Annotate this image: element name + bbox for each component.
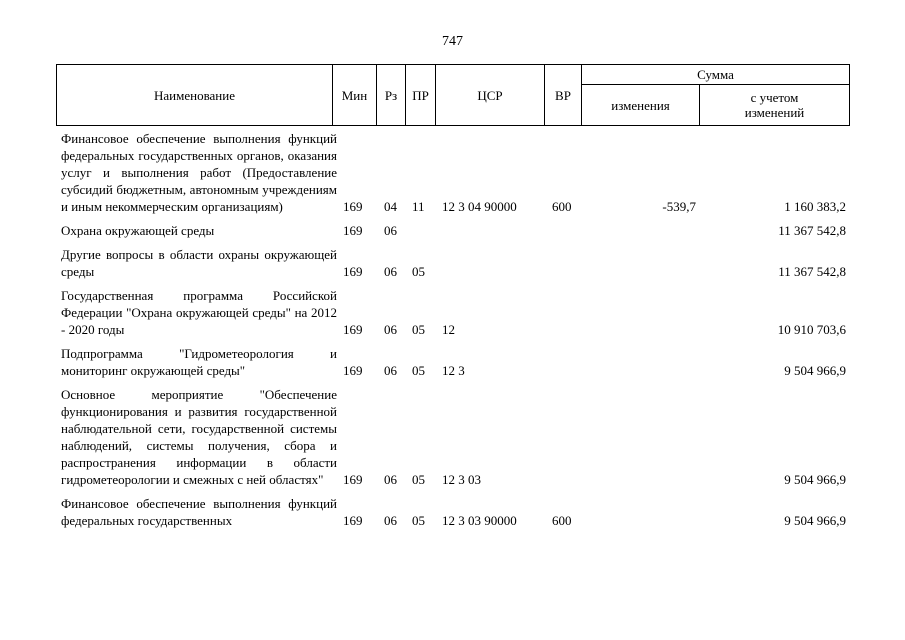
row-total: 9 504 966,9 — [784, 472, 846, 487]
row-name: Финансовое обеспечение выполнения функций федеральных государственных — [61, 496, 337, 528]
row-min: 169 — [343, 322, 363, 337]
header-total: с учетом изменений — [744, 90, 805, 120]
row-csr: 12 3 — [442, 363, 465, 378]
header-sum: Сумма — [697, 67, 734, 82]
row-min: 169 — [343, 264, 363, 279]
row-rz: 06 — [384, 363, 397, 378]
row-vr: 600 — [552, 513, 572, 528]
row-min: 169 — [343, 199, 363, 214]
header-min: Мин — [341, 87, 368, 103]
row-csr: 12 — [442, 322, 455, 337]
row-name: Охрана окружающей среды — [61, 223, 215, 238]
row-rz: 06 — [384, 322, 397, 337]
row-total: 10 910 703,6 — [777, 322, 846, 337]
row-name: Другие вопросы в области охраны окружающей среды — [61, 247, 337, 279]
row-vr: 600 — [552, 199, 572, 214]
table-row — [56, 130, 850, 215]
row-rz: 06 — [384, 513, 397, 528]
row-name: Основное мероприятие "Обеспечение функционирования и развития государственной наблюдательной сети, государственной системы наблюдений, системы получения, сбора и распространения информации в области гидрометеорологии и смежных с ней областях" — [61, 387, 337, 487]
row-pr: 05 — [412, 322, 425, 337]
row-csr: 12 3 03 — [442, 472, 481, 487]
header-vr: ВР — [555, 87, 571, 103]
row-total: 11 367 542,8 — [778, 223, 846, 238]
row-name: Государственная программа Российской Федерации "Охрана окружающей среды" на 2012 - 2020 годы — [61, 288, 337, 337]
row-name: Подпрограмма "Гидрометеорология и мониторинг окружающей среды" — [61, 346, 337, 378]
row-pr: 11 — [412, 199, 425, 214]
row-rz: 06 — [384, 472, 397, 487]
row-total: 1 160 383,2 — [784, 199, 846, 214]
table-row — [56, 222, 850, 239]
header-change: изменения — [611, 97, 670, 113]
row-name: Финансовое обеспечение выполнения функций федеральных государственных органов, оказания услуг и выполнения работ (Предоставление субсидий бюджетным, автономным учреждениям и иным некоммерческим организациям) — [61, 131, 337, 214]
row-change: -539,7 — [662, 199, 696, 214]
row-rz: 06 — [384, 223, 397, 238]
table-row — [56, 386, 850, 488]
table-header — [56, 64, 850, 126]
header-rz: Рз — [384, 87, 398, 103]
row-min: 169 — [343, 472, 363, 487]
row-total: 9 504 966,9 — [784, 363, 846, 378]
row-pr: 05 — [412, 472, 425, 487]
row-rz: 06 — [384, 264, 397, 279]
header-csr: ЦСР — [477, 87, 503, 103]
table-body — [56, 130, 850, 536]
table-row — [56, 345, 850, 379]
row-pr: 05 — [412, 363, 425, 378]
row-min: 169 — [343, 513, 363, 528]
row-pr: 05 — [412, 264, 425, 279]
row-min: 169 — [343, 363, 363, 378]
table-row — [56, 287, 850, 338]
header-pr: ПР — [412, 87, 429, 103]
table-row — [56, 246, 850, 280]
row-total: 11 367 542,8 — [778, 264, 846, 279]
row-min: 169 — [343, 223, 363, 238]
row-rz: 04 — [384, 199, 397, 214]
page-number: 747 — [442, 34, 463, 49]
header-name: Наименование — [154, 87, 235, 103]
row-total: 9 504 966,9 — [784, 513, 846, 528]
row-csr: 12 3 03 90000 — [442, 513, 517, 528]
row-pr: 05 — [412, 513, 425, 528]
table-row — [56, 495, 850, 529]
row-csr: 12 3 04 90000 — [442, 199, 517, 214]
